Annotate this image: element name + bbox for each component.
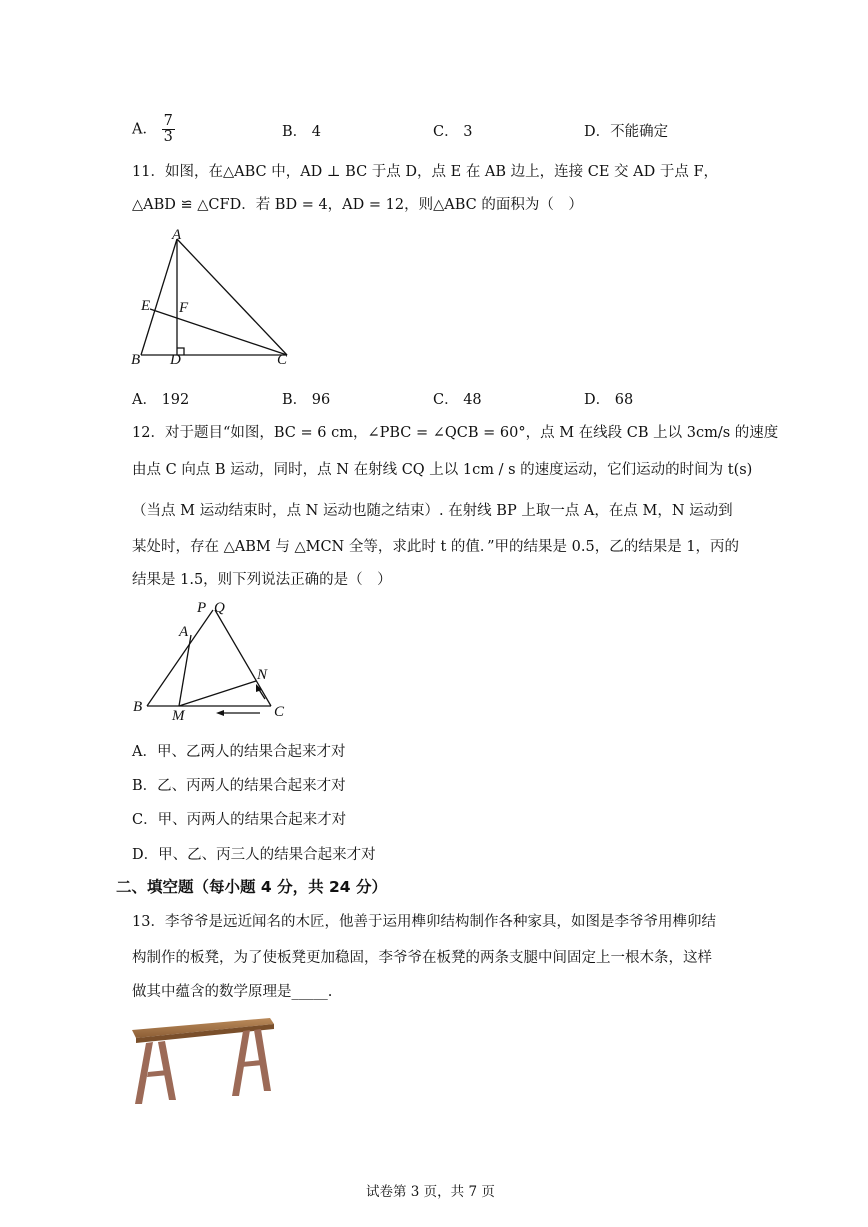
bench-right-legs xyxy=(232,1029,271,1096)
bench-left-legs xyxy=(135,1041,176,1104)
q10-option-a-fraction xyxy=(162,114,175,145)
wooden-bench-image xyxy=(128,1012,278,1110)
q10-option-b: B． 4 xyxy=(282,124,321,140)
q10-option-a xyxy=(132,114,175,145)
label-B: B xyxy=(131,352,141,368)
label-P: P xyxy=(197,600,207,616)
q12-option-a: A．甲、乙两人的结果合起来才对 xyxy=(132,744,346,760)
q13-text-line-2: 构制作的板凳，为了使板凳更加稳固，李爷爷在板凳的两条支腿中间固定上一根木条，这样 xyxy=(132,950,712,966)
segment-AM xyxy=(179,635,191,706)
q11-option-c: C． 48 xyxy=(433,392,482,408)
q12-text-line-1: 12．对于题目“如图，BC = 6 cm，∠PBC = ∠QCB = 60°，点 M 在线段 CB 上以 3cm/s 的速度 xyxy=(132,425,779,441)
label-D: D xyxy=(170,352,181,368)
label-E: E xyxy=(141,298,151,314)
segment-MN xyxy=(179,681,256,706)
q12-text-line-2: 由点 C 向点 B 运动，同时，点 N 在射线 CQ 上以 1cm / s 的速度运动，它们运动的时间为 t(s) xyxy=(132,462,753,478)
fraction-denominator: 3 xyxy=(163,129,173,146)
q10-option-d: D．不能确定 xyxy=(584,124,669,140)
label-Q: Q xyxy=(214,600,225,616)
q12-text-line-5: 结果是 1.5，则下列说法正确的是（ ） xyxy=(132,572,392,588)
label-C: C xyxy=(277,352,288,368)
segment-AB xyxy=(141,239,177,355)
q11-option-a: A． 192 xyxy=(132,392,190,408)
q11-text-line-1: 11．如图，在△ABC 中，AD ⊥ BC 于点 D，点 E 在 AB 边上，连接 CE 交 AD 于点 F， xyxy=(132,164,719,180)
arrow-M-head xyxy=(216,710,224,716)
label-A: A xyxy=(172,227,182,243)
q11-triangle-figure xyxy=(125,225,305,375)
q12-option-d: D．甲、乙、丙三人的结果合起来才对 xyxy=(132,847,376,863)
segment-AC xyxy=(177,239,287,355)
label-M: M xyxy=(172,708,185,724)
label-N: N xyxy=(257,667,268,683)
q12-option-b: B．乙、丙两人的结果合起来才对 xyxy=(132,778,346,794)
label-A: A xyxy=(179,624,189,640)
q12-option-c: C．甲、丙两人的结果合起来才对 xyxy=(132,812,347,828)
label-C: C xyxy=(274,704,285,720)
q12-triangle-figure xyxy=(125,595,305,725)
label-B: B xyxy=(133,699,143,715)
q12-text-line-4: 某处时，存在 △ABM 与 △MCN 全等，求此时 t 的值．”甲的结果是 0.5，乙的结果是 1，丙的 xyxy=(132,539,740,555)
q13-text-line-1: 13．李爷爷是远近闻名的木匠，他善于运用榫卯结构制作各种家具，如图是李爷爷用榫卯结 xyxy=(132,914,716,930)
segment-EC xyxy=(150,309,287,355)
q12-text-line-3: （当点 M 运动结束时，点 N 运动也随之结束）. 在射线 BP 上取一点 A，在点 M，N 运动到 xyxy=(132,503,733,519)
label-F: F xyxy=(179,300,189,316)
q13-text-line-3: 做其中蕴含的数学原理是_____. xyxy=(132,984,333,1000)
q11-text-line-2: △ABD ≌ △CFD．若 BD = 4，AD = 12，则△ABC 的面积为（ ） xyxy=(132,197,583,213)
q11-option-d: D． 68 xyxy=(584,392,634,408)
fraction-numerator: 7 xyxy=(163,113,173,129)
q10-option-a-label: A． xyxy=(132,121,157,138)
page-footer: 试卷第 3 页，共 7 页 xyxy=(366,1184,495,1200)
q11-option-b: B． 96 xyxy=(282,392,331,408)
q10-option-c: C． 3 xyxy=(433,124,473,140)
section-heading: 二、填空题（每小题 4 分，共 24 分） xyxy=(116,878,387,896)
